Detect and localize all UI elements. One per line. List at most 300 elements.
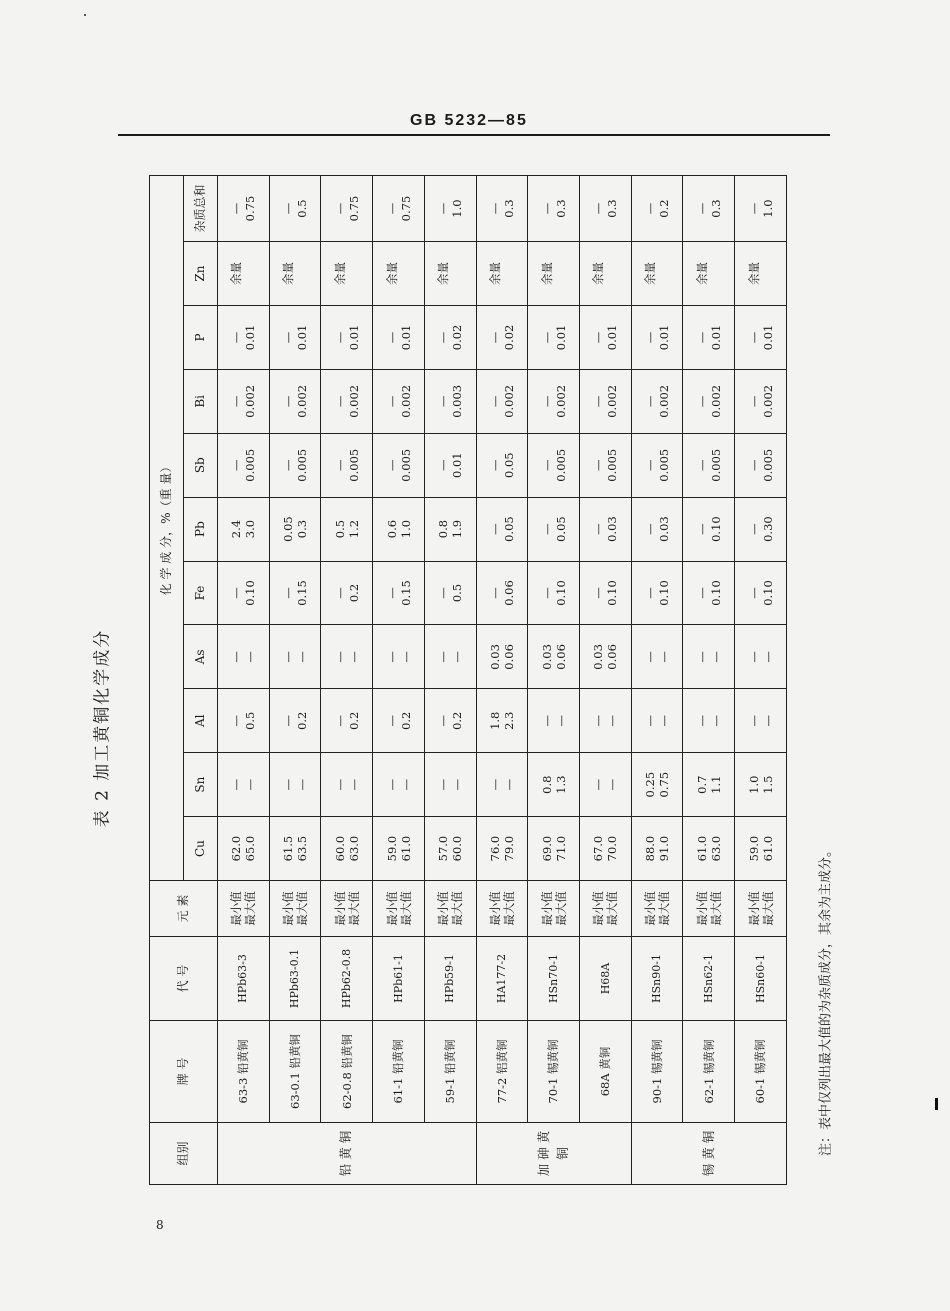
value-cell <box>580 561 632 625</box>
min-label: 最小值 <box>281 891 296 926</box>
value-min: — <box>436 202 451 215</box>
value-min: 88.0 <box>643 835 658 862</box>
value-cell <box>218 369 270 433</box>
value-cell <box>424 176 476 242</box>
value-cell <box>580 433 632 497</box>
value-cell <box>373 689 425 753</box>
header-composition: 化 学 成 分，%（重 量） <box>150 176 184 881</box>
value-cell <box>218 242 270 306</box>
value-min: — <box>539 523 554 535</box>
value-max: 0.5 <box>243 711 258 730</box>
value-max: 0.005 <box>346 448 361 482</box>
value-cell <box>476 817 528 881</box>
value-min: — <box>436 715 451 727</box>
value-max: 0.005 <box>760 448 775 482</box>
minmax-label-cell <box>373 881 425 937</box>
value-max: 0.15 <box>295 580 310 606</box>
value-max: — <box>450 778 465 791</box>
value-max <box>657 242 671 305</box>
value-min: — <box>332 651 347 663</box>
minmax-label-cell <box>631 881 683 937</box>
value-cell <box>631 689 683 753</box>
max-label: 最大值 <box>346 891 361 926</box>
table-row <box>373 176 425 1185</box>
header-element-5: Pb <box>184 497 218 561</box>
value-cell <box>321 242 373 306</box>
value-cell <box>580 497 632 561</box>
value-max <box>709 242 723 305</box>
value-min: 1.0 <box>746 775 761 794</box>
min-label: 最小值 <box>436 891 451 926</box>
min-label: 最小值 <box>643 891 658 926</box>
value-cell <box>373 753 425 817</box>
code-cell: HSn60-1 <box>735 937 787 1021</box>
value-max: 0.2 <box>450 711 465 730</box>
value-cell <box>735 625 787 689</box>
value-cell <box>528 753 580 817</box>
minmax-label-cell <box>424 881 476 937</box>
value-min: 69.0 <box>539 835 554 862</box>
value-min: — <box>229 587 244 599</box>
value-min: — <box>746 459 761 471</box>
value-cell <box>269 176 321 242</box>
max-label: 最大值 <box>553 891 568 926</box>
value-min: — <box>694 331 709 344</box>
value-min: — <box>384 715 399 727</box>
value-cell <box>528 625 580 689</box>
value-cell <box>476 433 528 497</box>
value-max: 0.01 <box>553 324 568 351</box>
value-min: 61.0 <box>694 835 709 862</box>
group-label: 锡 黄 铜 <box>631 1123 786 1185</box>
value-min: — <box>487 778 502 791</box>
header-element-6: Sb <box>184 433 218 497</box>
value-min: — <box>694 523 709 535</box>
value-cell <box>735 242 787 306</box>
value-max: — <box>346 778 361 791</box>
value-min: 59.0 <box>384 835 399 862</box>
value-cell <box>683 176 735 242</box>
code-cell: HPb59-1 <box>424 937 476 1021</box>
value-max: 0.002 <box>243 384 258 418</box>
value-max: 0.002 <box>553 384 568 418</box>
value-cell <box>735 305 787 369</box>
value-min: — <box>487 587 502 599</box>
value-min: — <box>487 202 502 215</box>
value-cell <box>269 561 321 625</box>
value-min: — <box>487 395 502 408</box>
header-element-9: Zn <box>184 242 218 306</box>
value-max: 63.0 <box>708 835 723 862</box>
value-max: 0.01 <box>243 324 258 351</box>
value-cell <box>373 433 425 497</box>
value-min: — <box>694 459 709 471</box>
code-cell: HSn70-1 <box>528 937 580 1021</box>
value-cell <box>218 625 270 689</box>
value-max: 63.0 <box>346 835 361 862</box>
value-min: 57.0 <box>436 835 451 862</box>
value-min: 余量 <box>694 262 709 286</box>
table-row <box>269 176 321 1185</box>
value-min: — <box>281 715 296 727</box>
rotated-table-container <box>149 175 787 1185</box>
header-element-1: Sn <box>184 753 218 817</box>
value-max: 0.2 <box>398 711 413 730</box>
value-max: — <box>605 778 620 791</box>
grade-cell: 77-2 铝黄铜 <box>476 1021 528 1123</box>
value-min: — <box>384 459 399 471</box>
value-min: — <box>643 395 658 408</box>
value-max: 1.1 <box>708 775 723 794</box>
value-min: — <box>643 587 658 599</box>
value-max: 0.03 <box>605 516 620 542</box>
value-cell <box>580 753 632 817</box>
value-cell <box>321 497 373 561</box>
header-element-7: Bi <box>184 369 218 433</box>
value-min: — <box>694 395 709 408</box>
minmax-label-cell <box>321 881 373 937</box>
margin-mark <box>935 1098 938 1110</box>
value-min: — <box>746 651 761 663</box>
value-max: 0.2 <box>346 583 361 603</box>
table-row <box>735 176 787 1185</box>
max-label: 最大值 <box>760 891 775 926</box>
value-cell <box>373 497 425 561</box>
value-cell <box>580 625 632 689</box>
grade-cell: 60-1 锡黄铜 <box>735 1021 787 1123</box>
value-min: 59.0 <box>746 835 761 862</box>
value-cell <box>424 753 476 817</box>
value-max: — <box>760 651 775 663</box>
value-max: 61.0 <box>398 835 413 862</box>
value-max: 0.15 <box>398 580 413 606</box>
value-min: — <box>591 459 606 471</box>
value-min: — <box>281 202 296 215</box>
value-max: 60.0 <box>450 835 465 862</box>
group-label: 铅 黄 铜 <box>218 1123 477 1185</box>
value-max: 71.0 <box>553 835 568 862</box>
value-min: — <box>229 202 244 215</box>
value-min: — <box>746 202 761 215</box>
value-min: — <box>694 202 709 215</box>
header-grade: 牌 号 <box>150 1021 218 1123</box>
table-body <box>218 176 787 1185</box>
value-cell <box>528 176 580 242</box>
value-min: 0.8 <box>539 775 554 794</box>
max-label: 最大值 <box>450 891 465 926</box>
header-group: 组别 <box>150 1123 218 1185</box>
code-cell: HPb63-0.1 <box>269 937 321 1021</box>
max-label: 最大值 <box>605 891 620 926</box>
value-cell <box>580 689 632 753</box>
code-cell: HPb61-1 <box>373 937 425 1021</box>
value-min: 余量 <box>436 262 451 286</box>
value-min: — <box>281 395 296 408</box>
min-label: 最小值 <box>539 891 554 926</box>
header-code: 代 号 <box>150 937 218 1021</box>
value-max: 0.10 <box>760 580 775 606</box>
value-cell <box>735 817 787 881</box>
value-cell <box>321 625 373 689</box>
value-max: 0.30 <box>760 516 775 542</box>
value-cell <box>373 561 425 625</box>
value-cell <box>269 497 321 561</box>
value-min: — <box>332 395 347 408</box>
table-caption: 表 2 加工黄铜化学成分 <box>92 628 113 828</box>
value-cell <box>528 242 580 306</box>
value-cell <box>735 369 787 433</box>
value-max <box>554 242 568 305</box>
value-max: 0.005 <box>605 448 620 482</box>
value-min: — <box>643 331 658 344</box>
value-max: 0.002 <box>657 384 672 418</box>
value-cell <box>528 433 580 497</box>
value-cell <box>683 817 735 881</box>
value-max: 0.3 <box>295 519 310 539</box>
value-max: 61.0 <box>760 835 775 862</box>
value-max: — <box>295 651 310 663</box>
value-cell <box>424 817 476 881</box>
value-max: 0.10 <box>553 580 568 606</box>
code-cell: H68A <box>580 937 632 1021</box>
value-cell <box>683 433 735 497</box>
value-cell <box>424 305 476 369</box>
value-cell <box>683 561 735 625</box>
value-min: — <box>539 395 554 408</box>
value-min: — <box>332 587 347 599</box>
value-max: — <box>398 651 413 663</box>
value-cell <box>269 369 321 433</box>
header-element-0: Cu <box>184 817 218 881</box>
value-cell <box>683 497 735 561</box>
value-min: — <box>436 651 451 663</box>
value-max <box>295 242 309 305</box>
table-row <box>683 176 735 1185</box>
value-max: 0.5 <box>295 199 310 218</box>
value-min: — <box>436 778 451 791</box>
value-min: — <box>694 651 709 663</box>
header-rule <box>118 134 830 136</box>
header-element-8: P <box>184 305 218 369</box>
value-min: 余量 <box>539 262 554 286</box>
value-max <box>399 242 413 305</box>
value-max: — <box>708 715 723 727</box>
value-min: — <box>281 459 296 471</box>
value-cell <box>735 561 787 625</box>
value-cell <box>269 433 321 497</box>
value-max: 0.06 <box>605 644 620 670</box>
value-max: 0.75 <box>243 195 258 222</box>
value-max: 0.06 <box>553 644 568 670</box>
value-min: — <box>746 587 761 599</box>
value-min: — <box>281 651 296 663</box>
value-cell <box>424 369 476 433</box>
value-min: 0.03 <box>539 644 554 670</box>
min-label: 最小值 <box>487 891 502 926</box>
max-label: 最大值 <box>708 891 723 926</box>
value-min: — <box>591 778 606 791</box>
value-min: — <box>487 459 502 471</box>
value-max: 0.05 <box>501 452 516 479</box>
value-min: 0.6 <box>384 519 399 539</box>
group-label: 加 砷 黄 铜 <box>476 1123 631 1185</box>
value-min: — <box>539 331 554 344</box>
value-max: 0.002 <box>501 384 516 418</box>
value-max: — <box>398 778 413 791</box>
value-max: 0.3 <box>501 199 516 218</box>
value-cell <box>476 305 528 369</box>
value-min: 余量 <box>229 262 244 286</box>
value-max: 1.9 <box>450 519 465 539</box>
value-cell <box>424 497 476 561</box>
value-cell <box>735 753 787 817</box>
value-max: 0.002 <box>295 384 310 418</box>
value-max: 0.002 <box>398 384 413 418</box>
value-max: 1.2 <box>346 519 361 539</box>
min-label: 最小值 <box>746 891 761 926</box>
value-max: 0.05 <box>501 516 516 542</box>
min-label: 最小值 <box>694 891 709 926</box>
minmax-label-cell <box>580 881 632 937</box>
value-min: — <box>384 395 399 408</box>
value-max: 0.3 <box>708 199 723 218</box>
value-max: 0.01 <box>605 324 620 351</box>
value-cell <box>269 817 321 881</box>
value-min: — <box>229 331 244 344</box>
value-max: 0.10 <box>708 580 723 606</box>
value-cell <box>321 561 373 625</box>
value-cell <box>218 305 270 369</box>
value-min: — <box>229 715 244 727</box>
value-min: — <box>436 331 451 344</box>
page-number: 8 <box>156 1218 164 1232</box>
value-max: 0.003 <box>450 384 465 418</box>
value-max: 0.2 <box>295 711 310 730</box>
value-min: — <box>539 587 554 599</box>
value-cell <box>424 625 476 689</box>
value-cell <box>580 817 632 881</box>
value-min: — <box>332 715 347 727</box>
document-code: GB 5232—85 <box>410 112 528 129</box>
table-row <box>580 176 632 1185</box>
grade-cell: 63-0.1 铅黄铜 <box>269 1021 321 1123</box>
value-cell <box>373 369 425 433</box>
value-max: 0.005 <box>708 448 723 482</box>
value-cell <box>321 817 373 881</box>
value-min: — <box>332 778 347 791</box>
value-max: 1.0 <box>760 199 775 218</box>
value-max: 0.2 <box>657 199 672 218</box>
value-max: — <box>760 715 775 727</box>
value-max: 0.01 <box>450 452 465 479</box>
value-min: 62.0 <box>229 835 244 862</box>
value-min: — <box>539 715 554 727</box>
max-label: 最大值 <box>398 891 413 926</box>
code-cell: HSn62-1 <box>683 937 735 1021</box>
value-max <box>347 242 361 305</box>
value-max: — <box>501 778 516 791</box>
value-max: — <box>295 778 310 791</box>
brass-composition-table <box>149 175 787 1185</box>
max-label: 最大值 <box>501 891 516 926</box>
value-cell <box>631 176 683 242</box>
value-max: 0.06 <box>501 580 516 606</box>
value-min: — <box>643 651 658 663</box>
value-min: 0.7 <box>694 775 709 794</box>
value-max <box>502 242 516 305</box>
value-min: — <box>591 587 606 599</box>
value-max: 0.5 <box>450 583 465 603</box>
value-cell <box>528 817 580 881</box>
value-min: — <box>384 587 399 599</box>
value-max: 1.0 <box>398 519 413 539</box>
value-cell <box>683 305 735 369</box>
value-max: 0.3 <box>553 199 568 218</box>
value-cell <box>321 369 373 433</box>
value-max: 0.10 <box>708 516 723 542</box>
value-max: 1.0 <box>450 199 465 218</box>
value-min: 76.0 <box>487 835 502 862</box>
value-cell <box>424 689 476 753</box>
value-min: — <box>229 395 244 408</box>
value-max: 3.0 <box>243 519 258 539</box>
grade-cell: 61-1 铅黄铜 <box>373 1021 425 1123</box>
header-element-2: Al <box>184 689 218 753</box>
value-cell <box>218 433 270 497</box>
value-cell <box>476 753 528 817</box>
value-max: 1.5 <box>760 775 775 794</box>
value-cell <box>476 689 528 753</box>
value-max: 1.3 <box>553 775 568 794</box>
value-min: 余量 <box>643 262 658 286</box>
value-cell <box>218 689 270 753</box>
value-min: 1.8 <box>487 711 502 730</box>
value-cell <box>424 433 476 497</box>
value-cell <box>321 689 373 753</box>
value-cell <box>528 497 580 561</box>
value-min: — <box>539 459 554 471</box>
value-min: — <box>384 651 399 663</box>
minmax-label-cell <box>683 881 735 937</box>
value-max: 0.2 <box>346 711 361 730</box>
value-cell <box>631 369 683 433</box>
value-cell <box>631 242 683 306</box>
value-max: 0.75 <box>346 195 361 222</box>
value-cell <box>476 497 528 561</box>
code-cell: HPb62-0.8 <box>321 937 373 1021</box>
value-cell <box>735 176 787 242</box>
value-min: — <box>643 459 658 471</box>
value-cell <box>631 753 683 817</box>
value-max: 63.5 <box>295 835 310 862</box>
value-max: 0.10 <box>605 580 620 606</box>
value-min: 余量 <box>332 262 347 286</box>
value-min: 0.5 <box>332 519 347 539</box>
value-cell <box>218 561 270 625</box>
value-min: — <box>591 395 606 408</box>
value-max: 70.0 <box>605 835 620 862</box>
header-element-3: As <box>184 625 218 689</box>
value-min: 60.0 <box>332 835 347 862</box>
value-min: — <box>694 587 709 599</box>
min-label: 最小值 <box>384 891 399 926</box>
value-min: 0.03 <box>591 644 606 670</box>
value-max: 0.02 <box>501 324 516 351</box>
value-min: 余量 <box>384 262 399 286</box>
max-label: 最大值 <box>243 891 258 926</box>
value-min: 0.8 <box>436 519 451 539</box>
value-min: 61.5 <box>281 835 296 862</box>
